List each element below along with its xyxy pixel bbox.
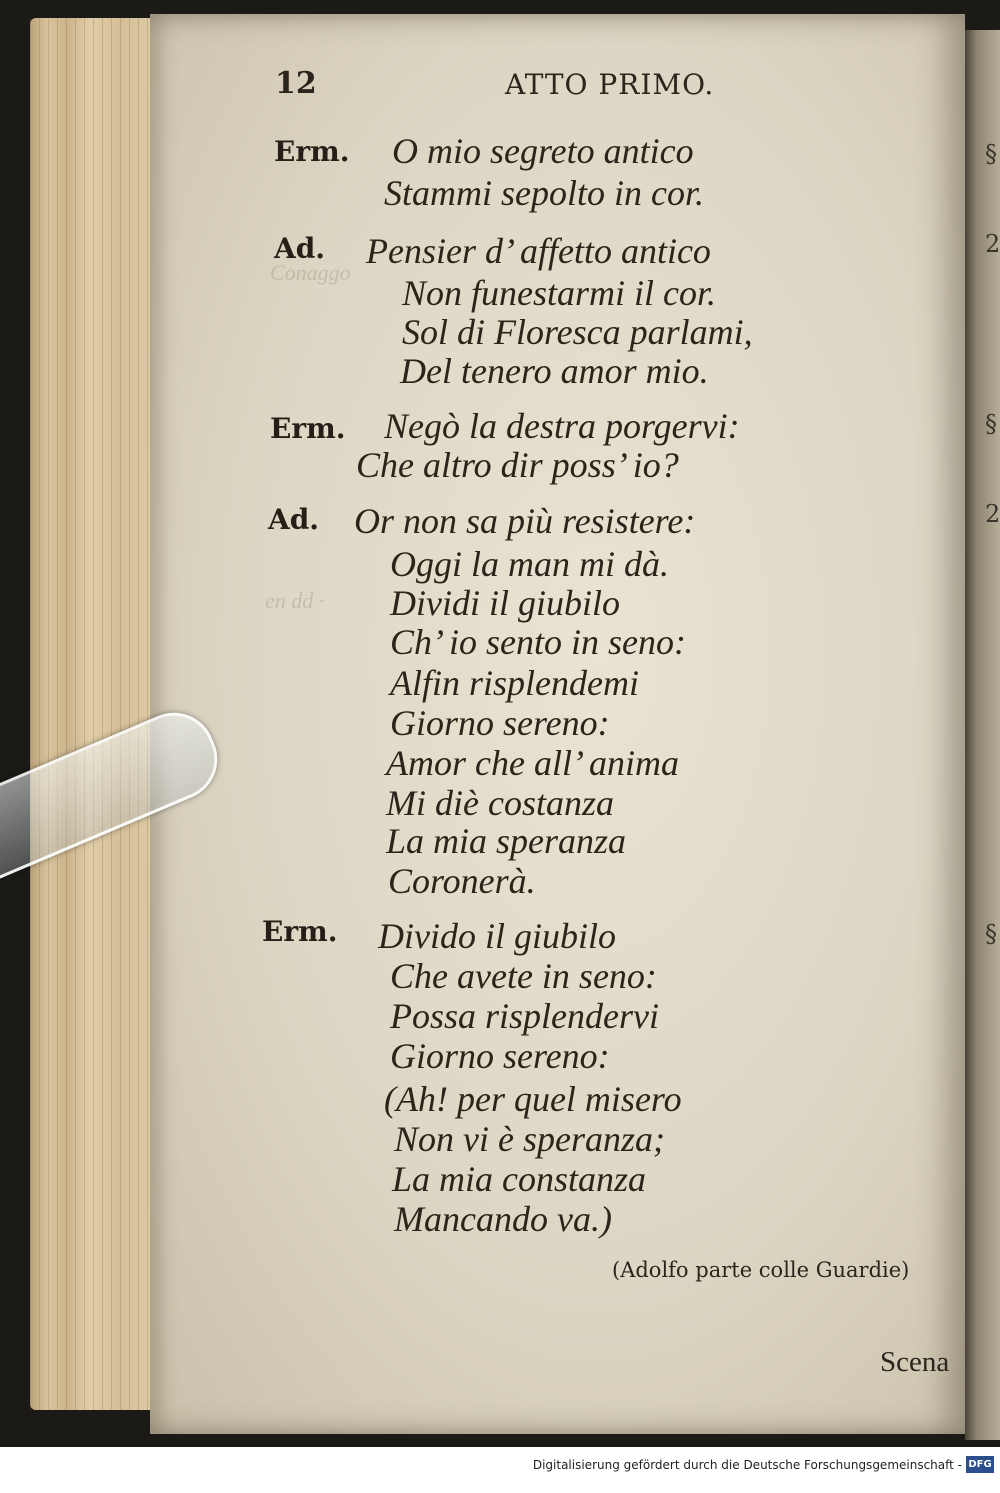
verse-line: Coronerà. [388,861,536,901]
verse-line: Non funestarmi il cor. [402,273,717,313]
verse-line: (Ah! per quel misero [384,1079,682,1119]
speaker-label: Ad. [268,503,320,536]
digitization-footer [0,1447,1000,1493]
verse-line: Giorno sereno: [390,703,610,743]
facing-page-glyph: § [985,140,997,168]
verse-line: Mi diè costanza [386,783,614,823]
verse-line: Amor che all’ anima [386,743,679,783]
verse-line: La mia constanza [392,1159,647,1199]
verse-line: Divido il giubilo [378,916,616,956]
verse-line: Stammi sepolto in cor. [384,173,704,213]
facing-page-glyph: 2 [985,500,1000,528]
stage-direction: (Adolfo parte colle Guardie) [612,1258,910,1282]
show-through-text: Conaggo [270,260,351,285]
dfg-logo: DFG [966,1456,994,1473]
verse-line: Dividi il giubilo [390,583,620,623]
verse-line: Che avete in seno: [390,956,657,996]
funding-credit: Digitalisierung gefördert durch die Deutsche Forschungsgemeinschaft - [532,1458,962,1472]
facing-page-glyph: § [985,920,997,948]
running-head [275,66,915,106]
verse-line: Del tenero amor mio. [400,351,709,391]
speaker-label: Erm. [270,412,346,445]
verse-line: Alfin risplendemi [390,663,639,703]
show-through-text: en dd · [265,588,325,613]
verse-line: Oggi la man mi dà. [390,544,669,584]
verse-line: Giorno sereno: [390,1036,610,1076]
verse-line: Che altro dir poss’ io? [356,445,679,485]
facing-page-glyph: § [985,410,997,438]
facing-page-glyph: 2 [985,230,1000,258]
speaker-label: Erm. [262,915,338,948]
page-number: 12 [275,66,317,101]
speaker-label: Erm. [274,135,350,168]
speaker-label: Ad. [274,232,326,265]
verse-line: Mancando va.) [394,1199,612,1239]
page-title: ATTO PRIMO. [505,68,715,101]
verse-line: Ch’ io sento in seno: [390,622,686,662]
verse-line: Pensier d’ affetto antico [366,231,711,271]
verse-line: La mia speranza [386,821,627,861]
verse-line: Or non sa più resistere: [354,501,696,541]
verse-line: Sol di Floresca parlami, [402,312,753,352]
catchword: Scena [880,1346,950,1378]
verse-line: O mio segreto antico [392,131,694,171]
verse-line: Possa risplendervi [390,996,659,1036]
verse-line: Non vi è speranza; [394,1119,665,1159]
verse-line: Negò la destra porgervi: [384,406,740,446]
